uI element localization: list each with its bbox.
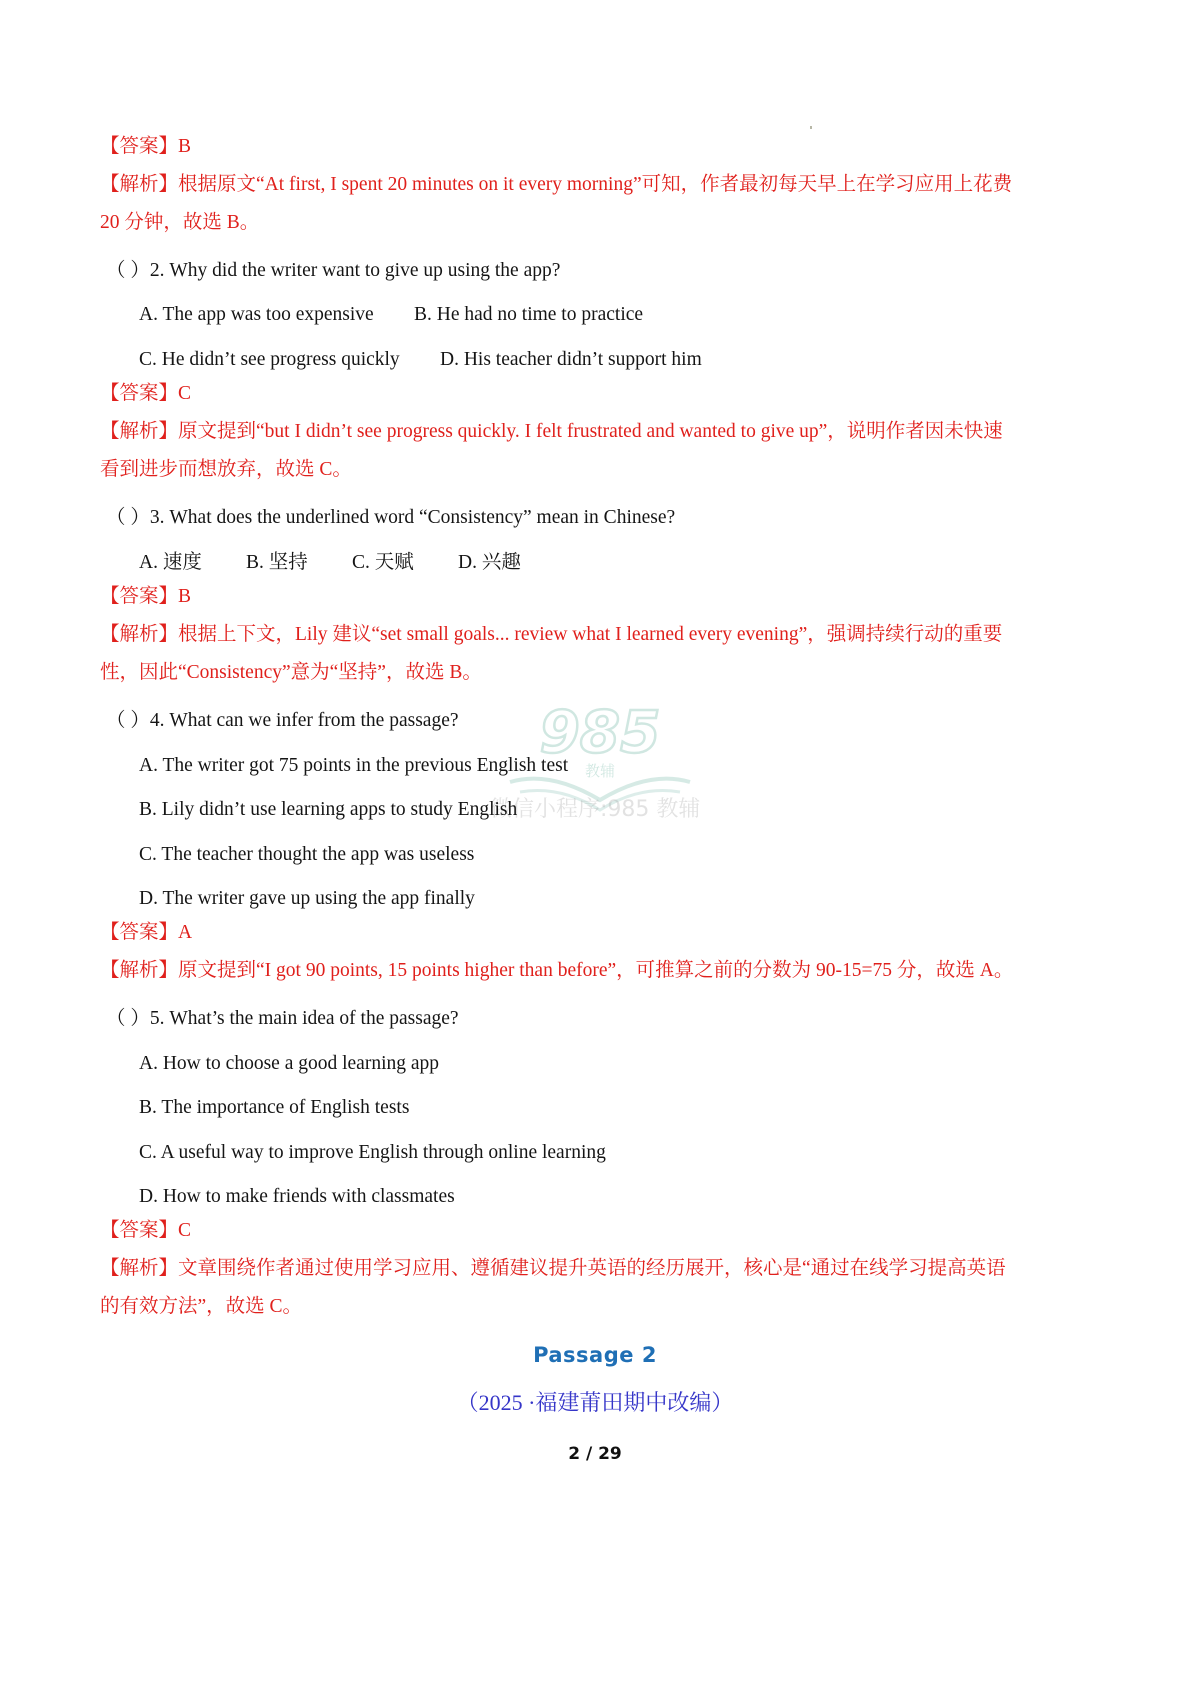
q4-option-b: B. Lily didn’t use learning apps to study English [139, 799, 518, 820]
q2-option-d: D. His teacher didn’t support him [440, 349, 702, 370]
q2-option-a: A. The app was too expensive [139, 304, 374, 325]
q4-answer: 【答案】A [100, 922, 193, 943]
answer-blank: （ ） [106, 260, 150, 281]
svg-text:985: 985 [539, 698, 661, 766]
q5-option-a: A. How to choose a good learning app [139, 1053, 440, 1074]
q5-analysis-cont: 的有效方法”，故选 C。 [100, 1296, 303, 1317]
passage-source: （2025 ·福建莆田期中改编） [456, 1390, 734, 1415]
page-number: 2 / 29 [568, 1444, 622, 1464]
q1-answer [100, 134, 191, 160]
q5-option-c: C. A useful way to improve English through online learning [139, 1142, 606, 1163]
q4-question: （ ）4. What can we infer from the passage? [106, 710, 459, 731]
svg-text:教辅: 教辅 [584, 762, 616, 780]
q4-option-d: D. The writer gave up using the app finally [139, 888, 475, 909]
q2-answer: 【答案】C [100, 383, 192, 404]
q3-option-c: C. 天赋 [352, 552, 414, 573]
q5-answer: 【答案】C [100, 1220, 192, 1241]
passage-title: Passage 2 [533, 1343, 657, 1367]
analysis-label: 【解析】 [100, 174, 179, 195]
q3-answer: 【答案】B [100, 586, 192, 607]
q1-analysis-cont: 20 分钟，故选 B。 [100, 212, 260, 233]
q2-analysis-cont: 看到进步而想放弃，故选 C。 [100, 459, 352, 480]
q4-option-c: C. The teacher thought the app was useless [139, 844, 475, 865]
q3-option-d: D. 兴趣 [458, 552, 521, 573]
q5-option-b: B. The importance of English tests [139, 1097, 410, 1118]
q5-analysis: 【解析】文章围绕作者通过使用学习应用、遵循建议提升英语的经历展开，核心是“通过在线学习提高英语 [100, 1258, 1006, 1279]
q2-option-b: B. He had no time to practice [414, 304, 644, 325]
q2-question: （ ）2. Why did the writer want to give up using the app? [106, 260, 561, 281]
q1-analysis: 【解析】根据原文“At first, I spent 20 minutes on it every morning”可知，作者最初每天早上在学习应用上花费 [100, 174, 1013, 195]
q4-option-a: A. The writer got 75 points in the previous English test [139, 755, 569, 776]
answer-value: B [178, 136, 192, 157]
q3-option-b: B. 坚持 [246, 552, 308, 573]
q5-option-d: D. How to make friends with classmates [139, 1186, 455, 1207]
q3-analysis: 【解析】根据上下文，Lily 建议“set small goals... review what I learned every evening”，强调持续行动的重要 [100, 624, 1003, 645]
q4-analysis: 【解析】原文提到“I got 90 points, 15 points higher than before”，可推算之前的分数为 90-15=75 分，故选 A。 [100, 960, 1014, 981]
q3-analysis-cont: 性，因此“Consistency”意为“坚持”，故选 B。 [100, 662, 482, 683]
q2-analysis: 【解析】原文提到“but I didn’t see progress quickly. I felt frustrated and wanted to give up”，说明作者因未快速 [100, 421, 1003, 442]
scan-artifact-dot [810, 126, 812, 129]
watermark-text: 微信小程序:985 教辅 [490, 797, 701, 822]
q3-question: （ ）3. What does the underlined word “Consistency” mean in Chinese? [106, 507, 676, 528]
answer-label: 【答案】 [100, 136, 179, 157]
q5-question: （ ）5. What’s the main idea of the passage? [106, 1008, 459, 1029]
q3-option-a: A. 速度 [139, 552, 202, 573]
q2-option-c: C. He didn’t see progress quickly [139, 349, 400, 370]
